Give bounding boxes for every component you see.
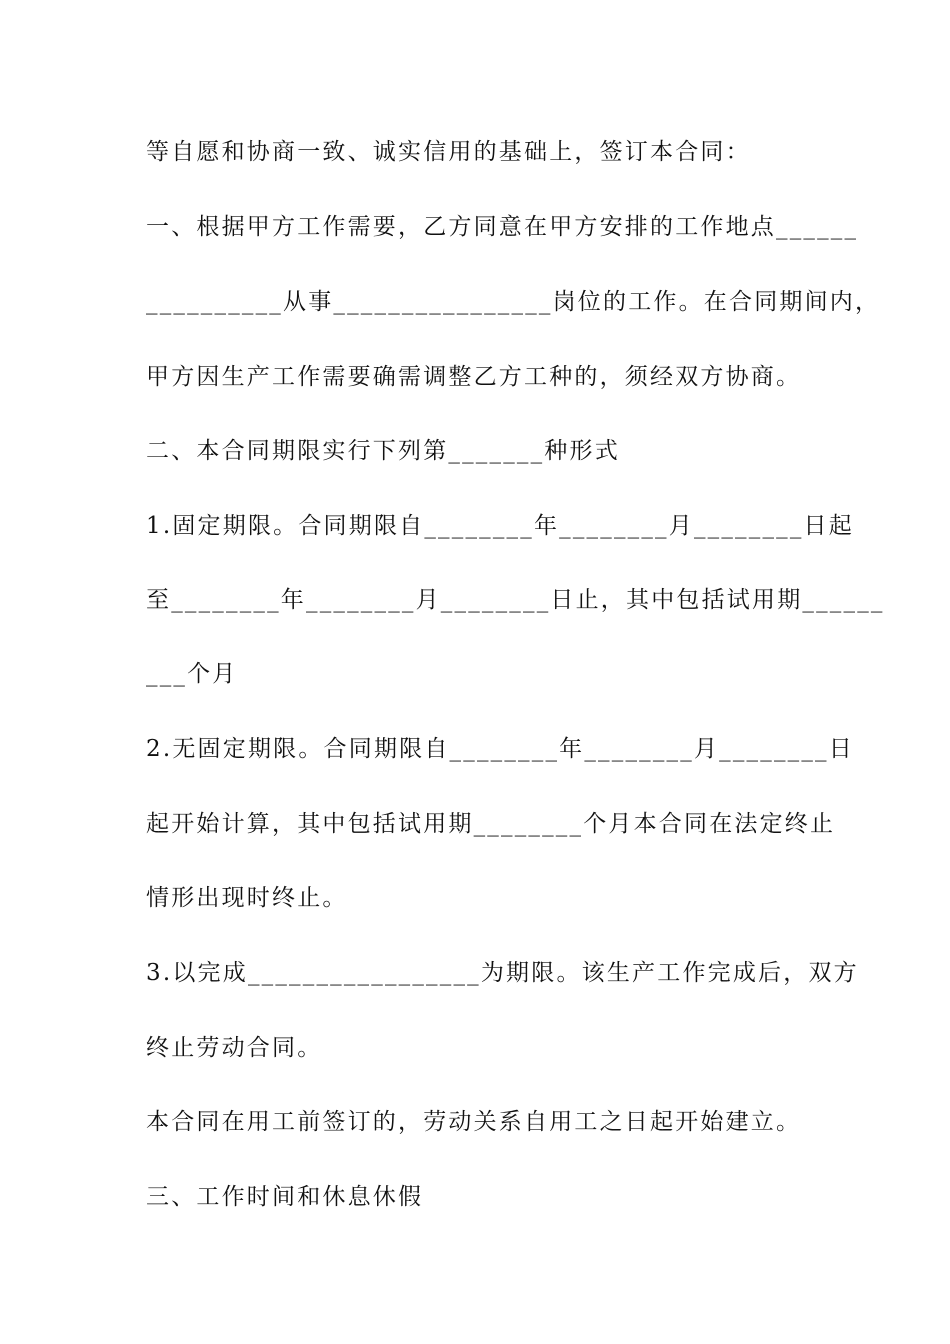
paragraph-line: 本合同在用工前签订的，劳动关系自用工之日起开始建立。 [146,1109,802,1135]
clause-1-line: 甲方因生产工作需要确需调整乙方工种的，须经双方协商。 [146,364,802,390]
task-term-line: 终止劳动合同。 [146,1035,323,1061]
fixed-term-line: ___个月 [146,661,238,687]
clause-3-heading: 三、工作时间和休息休假 [146,1184,424,1210]
open-term-line: 情形出现时终止。 [146,885,348,911]
open-term-line: 2.无固定期限。合同期限自________年________月________日 [146,736,854,762]
clause-1-line: __________从事________________岗位的工作。在合同期间内， [146,289,881,315]
fixed-term-line: 至________年________月________日止，其中包括试用期______ [146,587,885,613]
clause-1-line: 一、根据甲方工作需要，乙方同意在甲方安排的工作地点______ [146,214,859,240]
paragraph-line: 等自愿和协商一致、诚实信用的基础上，签订本合同： [146,139,751,165]
clause-2-heading: 二、本合同期限实行下列第_______种形式 [146,438,620,464]
open-term-line: 起开始计算，其中包括试用期________个月本合同在法定终止 [146,811,836,837]
fixed-term-line: 1.固定期限。合同期限自________年________月________日起 [146,513,854,539]
task-term-line: 3.以完成_________________为期限。该生产工作完成后，双方 [146,960,859,986]
